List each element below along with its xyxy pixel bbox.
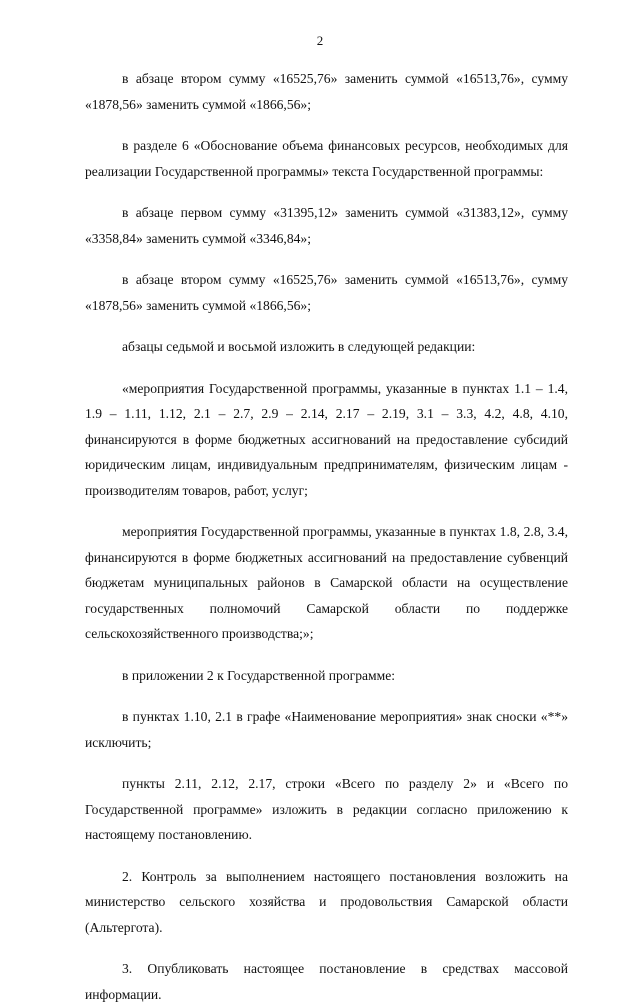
paragraph-abzats-seven-eight: абзацы седьмой и восьмой изложить в следующей редакции:	[122, 339, 476, 354]
paragraph-footnote-removal: в пунктах 1.10, 2.1 в графе «Наименование мероприятия» знак сноски «**» исключить;	[85, 709, 568, 750]
paragraph-amend-second-abzats: в абзаце втором сумму «16525,76» заменить суммой «16513,76», сумму «1878,56» заменить суммой «1866,56»;	[85, 71, 568, 112]
paragraph-points-restatement: пункты 2.11, 2.12, 2.17, строки «Всего по разделу 2» и «Всего по Государственной программе» изложить в редакции согласно приложению к настоящему постановлению.	[85, 776, 568, 842]
paragraph-item-3-publish: 3. Опубликовать настоящее постановление в средствах массовой информации.	[85, 961, 568, 1002]
paragraph-subventions: мероприятия Государственной программы, указанные в пунктах 1.8, 2.8, 3.4, финансируются в форме бюджетных ассигнований на предоставление субвенций бюджетам муниципальных районов в Самарской области на осуществление государственных полномочий Самарской области по поддержке сельскохозяйственного производства;»;	[85, 524, 568, 641]
paragraph-item-2-control: 2. Контроль за выполнением настоящего постановления возложить на министерство сельского хозяйства и продовольствия Самарской области (Альтергота).	[85, 868, 568, 935]
page-number: 2	[316, 33, 324, 48]
paragraph-subsidies: «мероприятия Государственной программы, указанные в пунктах 1.1 – 1.4, 1.9 – 1.11, 1.12, 2.1 – 2.7, 2.9 – 2.14, 2.17 – 2.19, 3.1 – 3.3, 4.2, 4.8, 4.10, финансируются в форме бюджетных ассигнований на предоставление субсидий юридическим лицам, индивидуальным предпринимателям, физическим лицам - производителям товаров, работ, услуг;	[85, 380, 568, 498]
document-body	[85, 66, 568, 1007]
paragraph-section-6: в разделе 6 «Обоснование объема финансовых ресурсов, необходимых для реализации Государственной программы» текста Государственной программы:	[85, 138, 568, 179]
paragraph-amend-second-abzats-repeat: в абзаце втором сумму «16525,76» заменить суммой «16513,76», сумму «1878,56» заменить суммой «1866,56»;	[85, 272, 568, 313]
paragraph-amend-first-abzats: в абзаце первом сумму «31395,12» заменить суммой «31383,12», сумму «3358,84» заменить суммой «3346,84»;	[85, 205, 568, 246]
paragraph-appendix-2: в приложении 2 к Государственной программе:	[122, 667, 396, 683]
